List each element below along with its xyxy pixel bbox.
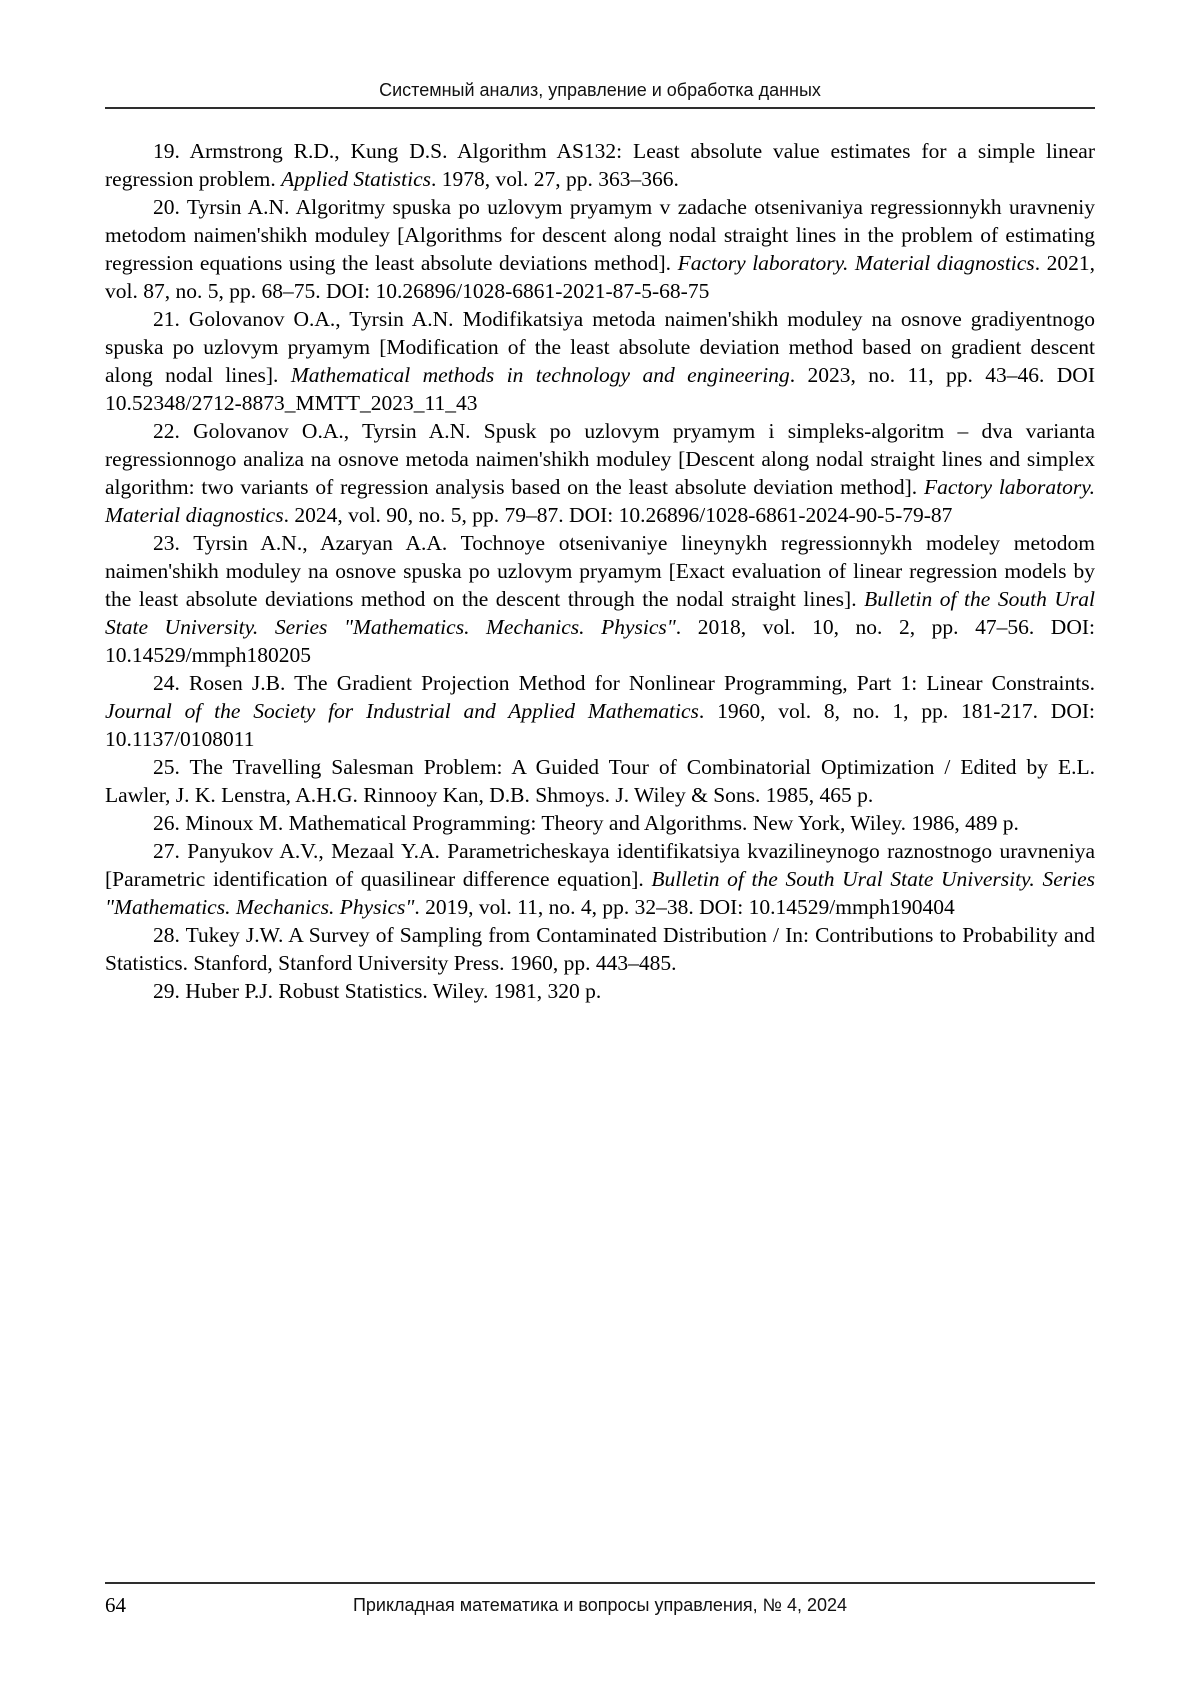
reference-item — [105, 417, 1095, 529]
reference-text: 27. Panyukov A.V., Mezaal Y.A. Parametricheskaya identifikatsiya kvazilineynogo raznostnogo uravneniya [Parametric identification of quasilinear difference equation]. — [105, 839, 1095, 891]
reference-journal-title: Journal of the Society for Industrial and Applied Mathematics — [105, 699, 699, 723]
reference-item — [105, 753, 1095, 809]
reference-journal-title: Factory laboratory. Material diagnostics — [105, 475, 1095, 527]
reference-text: 26. Minoux M. Mathematical Programming: Theory and Algorithms. New York, Wiley. 1986, 489 p. — [153, 811, 1019, 835]
reference-text: 22. Golovanov O.A., Tyrsin A.N. Spusk po uzlovym pryamym i simpleks-algoritm – dva varianta regressionnogo analiza na osnove metoda naimen'shikh moduley [Descent along nodal straight lines and simplex algorithm: two variants of regression analysis based on the least absolute deviation method]. — [105, 419, 1095, 499]
reference-text: . 2019, vol. 11, no. 4, pp. 32–38. DOI: 10.14529/mmph190404 — [414, 895, 955, 919]
reference-item — [105, 669, 1095, 753]
reference-text: . 2018, vol. 10, no. 2, pp. 47–56. DOI: 10.14529/mmph180205 — [105, 615, 1095, 667]
reference-item — [105, 977, 1095, 1005]
running-header — [105, 80, 1095, 109]
reference-text: . 2023, no. 11, pp. 43–46. DOI 10.52348/2712-8873_MMTT_2023_11_43 — [105, 363, 1095, 415]
page-number: 64 — [105, 1593, 126, 1617]
reference-text: 29. Huber P.J. Robust Statistics. Wiley. 1981, 320 p. — [153, 979, 602, 1003]
reference-text: 21. Golovanov O.A., Tyrsin A.N. Modifikatsiya metoda naimen'shikh moduley na osnove gradiyentnogo spuska po uzlovym pryamym [Modification of the least absolute deviation method based on gradient descent along nodal lines]. — [105, 307, 1095, 387]
reference-item — [105, 193, 1095, 305]
references-list — [105, 137, 1095, 1005]
reference-text: 20. Tyrsin A.N. Algoritmy spuska po uzlovym pryamym v zadache otsenivaniya regressionnykh uravneniy metodom naimen'shikh moduley [Algorithms for descent along nodal straight lines in the problem of estimating regression equations using the least absolute deviations method]. — [105, 195, 1095, 275]
reference-item — [105, 921, 1095, 977]
reference-text: 24. Rosen J.B. The Gradient Projection Method for Nonlinear Programming, Part 1: Linear Constraints. — [153, 671, 1095, 695]
reference-text: 25. The Travelling Salesman Problem: A Guided Tour of Combinatorial Optimization / Edited by E.L. Lawler, J. K. Lenstra, A.H.G. Rinnooy Kan, D.B. Shmoys. J. Wiley & Sons. 1985, 465 p. — [105, 755, 1095, 807]
reference-text: . 2021, vol. 87, no. 5, pp. 68–75. DOI: 10.26896/1028-6861-2021-87-5-68-75 — [105, 251, 1095, 303]
reference-text: . 1978, vol. 27, pp. 363–366. — [431, 167, 679, 191]
reference-text: 28. Tukey J.W. A Survey of Sampling from Contaminated Distribution / In: Contributions to Probability and Statistics. Stanford, Stanford University Press. 1960, pp. 443–485. — [105, 923, 1095, 975]
running-footer — [105, 1582, 1095, 1617]
journal-line: Прикладная математика и вопросы управления, № 4, 2024 — [352, 1595, 848, 1615]
reference-text: . 2024, vol. 90, no. 5, pp. 79–87. DOI: 10.26896/1028-6861-2024-90-5-79-87 — [283, 503, 953, 527]
reference-journal-title: Factory laboratory. Material diagnostics — [677, 251, 1035, 275]
reference-journal-title: Applied Statistics — [281, 167, 432, 191]
reference-journal-title: Bulletin of the South Ural State University. Series "Mathematics. Mechanics. Physics" — [105, 587, 1095, 639]
reference-item — [105, 305, 1095, 417]
footer-row — [105, 1593, 1095, 1617]
reference-item — [105, 137, 1095, 193]
reference-text: . 1960, vol. 8, no. 1, pp. 181-217. DOI: 10.1137/0108011 — [105, 699, 1095, 751]
reference-journal-title: Bulletin of the South Ural State University. Series "Mathematics. Mechanics. Physics" — [105, 867, 1095, 919]
reference-text: 19. Armstrong R.D., Kung D.S. Algorithm AS132: Least absolute value estimates for a simple linear regression problem. — [105, 139, 1095, 191]
reference-item — [105, 837, 1095, 921]
running-header-title: Системный анализ, управление и обработка данных — [105, 80, 1095, 109]
reference-item — [105, 529, 1095, 669]
reference-item — [105, 809, 1095, 837]
reference-journal-title: Mathematical methods in technology and engineering — [290, 363, 790, 387]
reference-text: 23. Tyrsin A.N., Azaryan A.A. Tochnoye otsenivaniye lineynykh regressionnykh modeley metodom naimen'shikh moduley na osnove spuska po uzlovym pryamym [Exact evaluation of linear regression models by the least absolute deviations method on the descent through the nodal straight lines]. — [105, 531, 1095, 611]
